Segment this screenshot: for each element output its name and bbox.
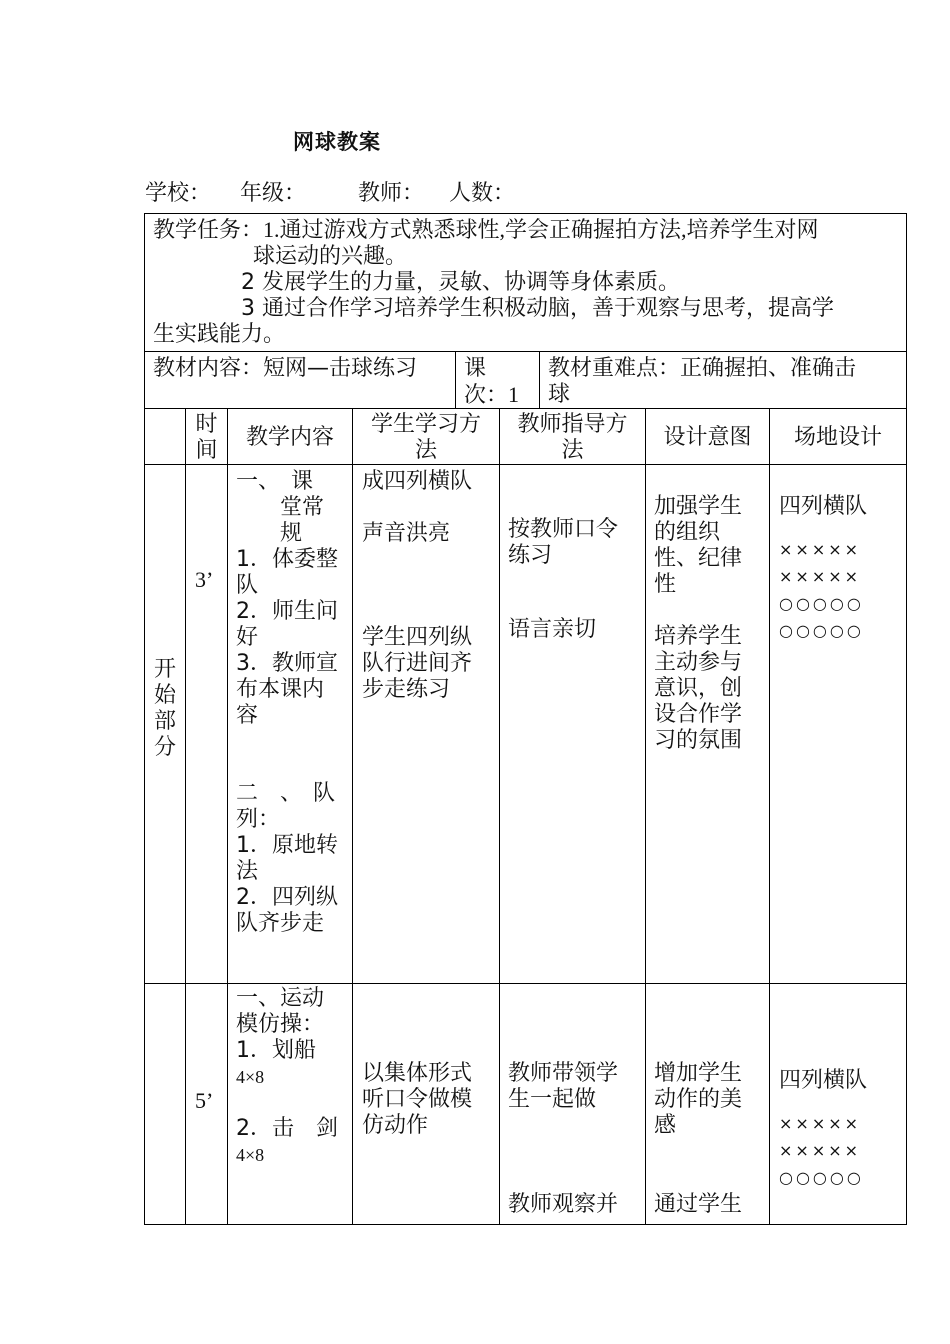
- design-line: 意识，创: [654, 676, 743, 701]
- student-line: 仿动作: [362, 1113, 429, 1138]
- lesson-number-value: 次：1: [464, 382, 520, 407]
- header-design: 设计意图: [663, 425, 752, 450]
- student-line: 步走练习: [362, 677, 451, 702]
- header-time-text: 时: [195, 412, 218, 437]
- divider: [769, 408, 770, 1225]
- venue-title: 四列横队: [779, 1068, 868, 1093]
- task-line: 生实践能力。: [153, 322, 286, 347]
- divider: [539, 351, 540, 408]
- section-venue: [779, 1068, 905, 1191]
- section-part-label: [145, 657, 185, 761]
- school-label: 学校：: [145, 181, 212, 206]
- teacher-line: 练习: [508, 543, 553, 568]
- part-char: 始: [153, 683, 176, 708]
- header-student-method: [353, 412, 499, 464]
- student-line: 队行进间齐: [362, 651, 473, 676]
- task-line: 2 发展学生的力量，灵敏、协调等身体素质。: [241, 270, 680, 295]
- student-line: [362, 599, 498, 625]
- divider: [455, 351, 456, 408]
- page-title: 网球教案: [293, 130, 381, 154]
- teacher-line: 按教师口令: [508, 517, 619, 542]
- header-teacher-text: 教师指导方: [517, 412, 628, 437]
- divider: [144, 408, 907, 409]
- header-content: 教学内容: [245, 425, 334, 450]
- section-student-method: [362, 469, 498, 703]
- content-line: 二 、 队: [236, 781, 336, 806]
- material-content: 教材内容：短网—击球练习: [153, 356, 418, 381]
- content-line: 4×8: [236, 1145, 265, 1165]
- part-char: 部: [153, 709, 176, 734]
- task-label: 教学任务：: [153, 218, 264, 243]
- student-line: 成四列横队: [362, 469, 473, 494]
- material-difficulty: 教材重难点：正确握拍、准确击: [548, 356, 857, 381]
- formation-row: ×××××: [779, 567, 862, 586]
- content-line: 3．教师宣: [236, 651, 338, 676]
- part-char: 分: [153, 735, 176, 760]
- content-line: 2．击 剑: [236, 1116, 338, 1141]
- divider: [144, 464, 907, 465]
- section-content: [236, 469, 348, 937]
- task-line: 1.通过游戏方式熟悉球性,学会正确握拍方法,培养学生对网: [263, 217, 819, 242]
- content-line: 2．四列纵: [236, 885, 338, 910]
- content-line: 法: [236, 859, 259, 884]
- content-line: 一、运动: [236, 986, 325, 1011]
- section-teacher-method: [508, 517, 644, 643]
- section-time: 3’: [195, 567, 214, 592]
- content-line: 1．体委整: [236, 547, 338, 572]
- task-line: 球运动的兴趣。: [253, 244, 408, 269]
- content-line: 2．师生问: [236, 599, 338, 624]
- task-line: 3 通过合作学习培养学生积极动脑，善于观察与思考，提高学: [241, 296, 834, 321]
- header-student-text: 法: [414, 438, 437, 463]
- content-line: 队: [236, 573, 259, 598]
- design-line: 的组织: [654, 520, 721, 545]
- section-time: 5’: [195, 1088, 214, 1113]
- content-line: 4×8: [236, 1067, 265, 1087]
- section-design-intent: [654, 1061, 766, 1139]
- design-line: 培养学生: [654, 624, 743, 649]
- student-line: [362, 573, 498, 599]
- content-line: 1．划船: [236, 1038, 316, 1063]
- content-line: 一、 课: [236, 469, 314, 494]
- design-line: 主动参与: [654, 650, 743, 675]
- venue-title: 四列横队: [779, 494, 868, 519]
- design-line: 性: [654, 572, 677, 597]
- formation-row: ○○○○○: [779, 1168, 864, 1187]
- divider: [144, 983, 907, 984]
- count-label: 人数：: [449, 181, 516, 206]
- teacher-line: [508, 595, 644, 617]
- teacher-line: 语言亲切: [508, 617, 597, 642]
- divider: [499, 408, 500, 1225]
- content-line: 布本课内: [236, 677, 325, 702]
- formation-row: ○○○○○: [779, 621, 864, 640]
- content-line: 规: [236, 521, 303, 546]
- header-teacher-text: 法: [561, 438, 584, 463]
- teacher-line: [508, 569, 644, 595]
- teacher-line: 生一起做: [508, 1087, 597, 1112]
- design-line: 性、纪律: [654, 546, 743, 571]
- teacher-line: 教师带领学: [508, 1061, 619, 1086]
- student-line: [362, 547, 498, 573]
- content-line: [236, 729, 348, 755]
- divider: [352, 408, 353, 1225]
- content-line: 容: [236, 703, 259, 728]
- divider: [185, 408, 186, 1225]
- section-venue: [779, 494, 905, 644]
- design-line: 设合作学: [654, 702, 743, 727]
- header-time-text: 间: [195, 438, 218, 463]
- student-line: 以集体形式: [362, 1061, 473, 1086]
- design-line: 动作的美: [654, 1087, 743, 1112]
- student-line: 声音洪亮: [362, 521, 451, 546]
- content-line: 队齐步走: [236, 911, 325, 936]
- material-difficulty: 球: [548, 382, 571, 407]
- design-line: 增加学生: [654, 1061, 743, 1086]
- formation-row: ×××××: [779, 1141, 862, 1160]
- formation-row: ×××××: [779, 1114, 862, 1133]
- lesson-number-label: 课: [464, 356, 487, 381]
- teacher-label: 教师：: [358, 181, 425, 206]
- design-line: [654, 598, 766, 624]
- header-teacher-method: [500, 412, 645, 464]
- section-design-intent: [654, 494, 766, 754]
- header-venue: 场地设计: [793, 425, 882, 450]
- section-teacher-method: 教师观察并: [508, 1192, 619, 1217]
- content-line: 1．原地转: [236, 833, 338, 858]
- formation-row: ×××××: [779, 540, 862, 559]
- header-student-text: 学生学习方: [370, 412, 481, 437]
- student-line: 学生四列纵: [362, 625, 473, 650]
- content-line: 好: [236, 625, 259, 650]
- content-line: 堂常: [236, 495, 325, 520]
- divider: [227, 408, 228, 1225]
- design-line: 习的氛围: [654, 728, 743, 753]
- section-student-method: [362, 1061, 498, 1139]
- content-line: 模仿操：: [236, 1012, 325, 1037]
- content-line: [236, 755, 348, 781]
- grade-label: 年级：: [240, 181, 307, 206]
- student-line: 听口令做模: [362, 1087, 473, 1112]
- part-char: 开: [153, 657, 176, 682]
- content-line: [236, 1090, 348, 1116]
- section-teacher-method: [508, 1061, 644, 1113]
- content-line: 列：: [236, 807, 281, 832]
- teaching-task: [153, 217, 898, 348]
- design-line: 感: [654, 1113, 677, 1138]
- formation-row: ○○○○○: [779, 594, 864, 613]
- design-line: 加强学生: [654, 494, 743, 519]
- divider: [144, 351, 907, 352]
- section-content: [236, 986, 348, 1168]
- section-design-intent: 通过学生: [654, 1192, 743, 1217]
- student-line: [362, 495, 498, 521]
- header-time: [186, 412, 227, 464]
- divider: [645, 408, 646, 1225]
